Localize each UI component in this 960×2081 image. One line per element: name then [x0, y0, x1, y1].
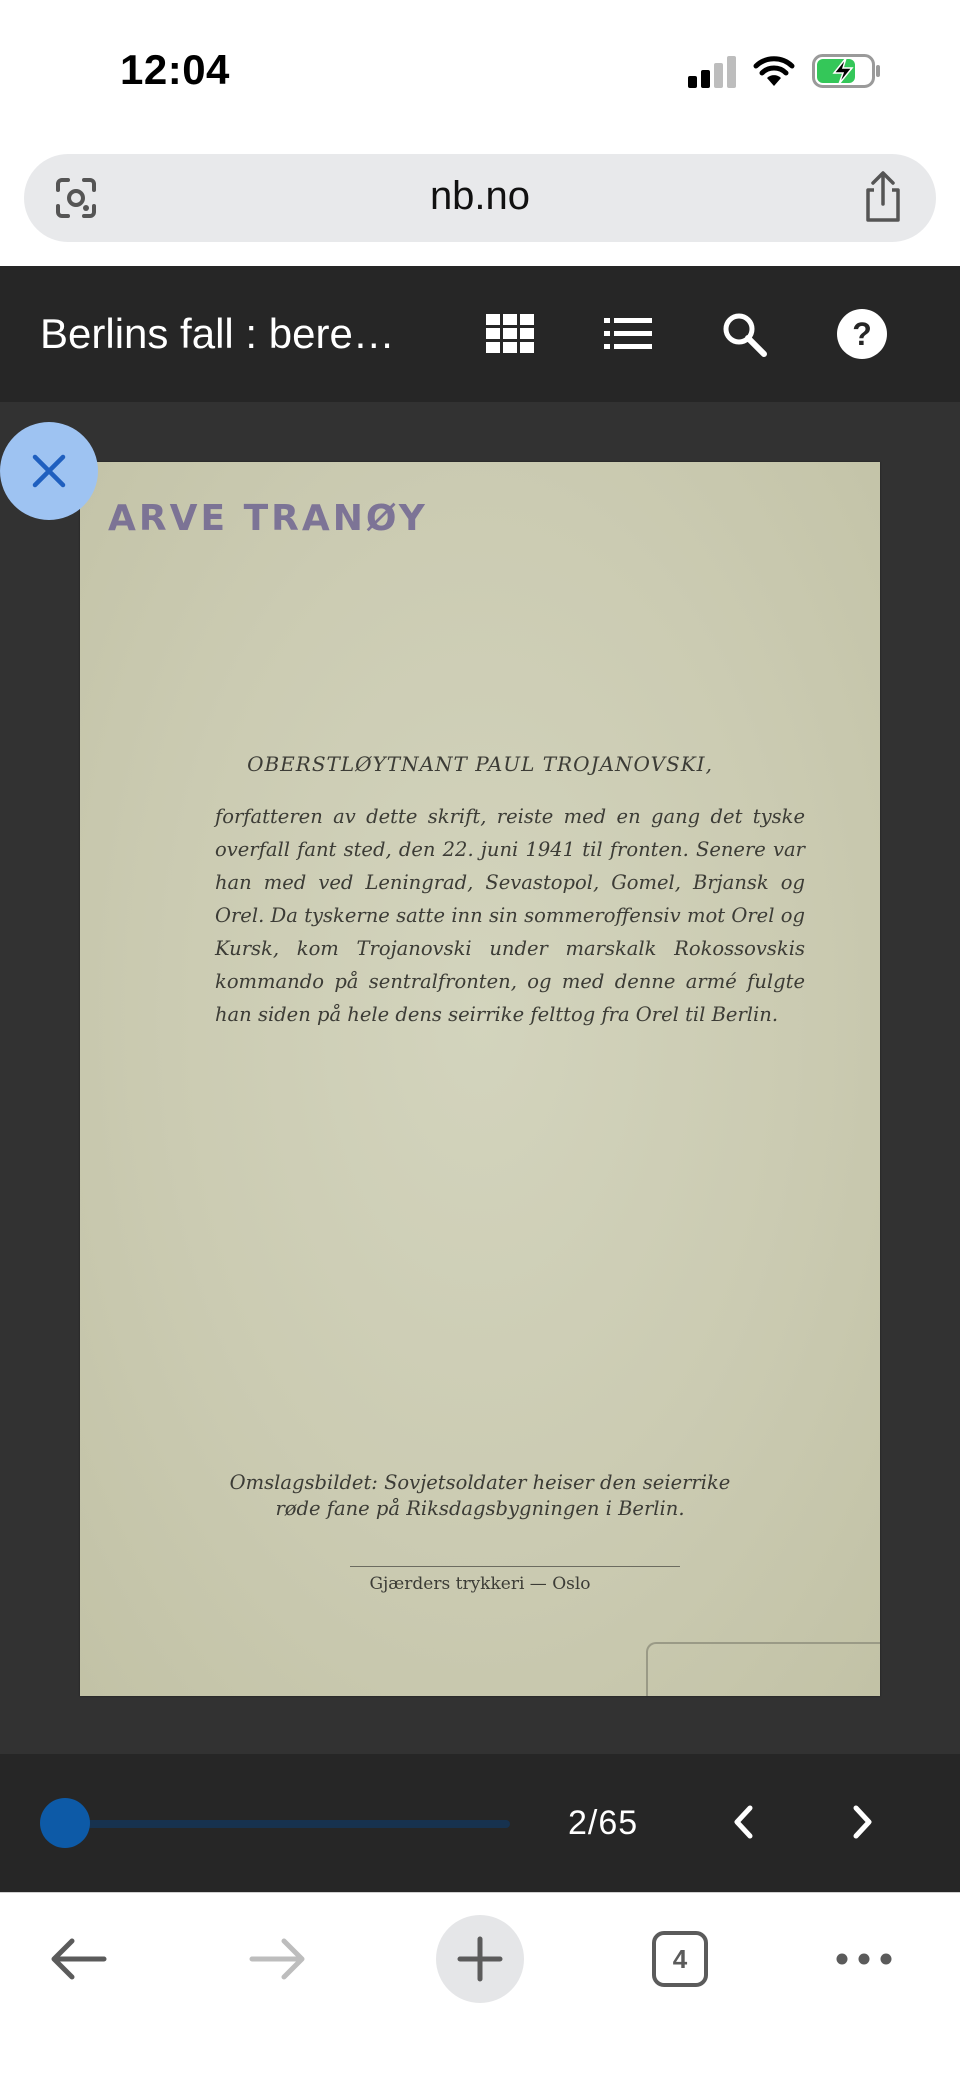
- document-title: Berlins fall : bere…: [40, 310, 395, 357]
- back-button[interactable]: [34, 1915, 122, 2003]
- viewer-header: [0, 266, 960, 402]
- address-bar[interactable]: [24, 154, 936, 242]
- cover-note: [80, 1470, 880, 1522]
- grid-view-button[interactable]: [478, 302, 542, 366]
- back-arrow-icon: [48, 1937, 108, 1981]
- list-view-icon: [604, 318, 652, 350]
- author-heading: OBERSTLØYTNANT PAUL TROJANOVSKI,: [247, 752, 713, 776]
- search-icon: [720, 310, 768, 358]
- status-time: 12:04: [120, 46, 230, 93]
- page-slider-handle[interactable]: [40, 1798, 90, 1848]
- cover-note-line: røde fane på Riksdagsbygningen i Berlin.: [275, 1497, 685, 1520]
- tabs-button[interactable]: [636, 1915, 724, 2003]
- url-text[interactable]: nb.no: [429, 174, 531, 218]
- list-view-button[interactable]: [596, 302, 660, 366]
- label-box: [646, 1642, 880, 1696]
- document-page[interactable]: [80, 462, 880, 1696]
- previous-page-button[interactable]: [716, 1794, 772, 1850]
- more-icon: [836, 1953, 892, 1965]
- help-button[interactable]: [830, 302, 894, 366]
- forward-arrow-icon: [248, 1937, 308, 1981]
- chevron-right-icon: [848, 1804, 876, 1840]
- divider: [350, 1566, 680, 1567]
- next-page-button[interactable]: [834, 1794, 890, 1850]
- svg-text:?: ?: [852, 316, 872, 352]
- battery-charging-icon: [812, 54, 882, 88]
- close-icon: [31, 453, 67, 489]
- close-button[interactable]: [0, 422, 98, 520]
- library-stamp: ARVE TRANØY: [108, 498, 428, 539]
- page-slider-track[interactable]: [64, 1820, 510, 1828]
- chevron-left-icon: [730, 1804, 758, 1840]
- cover-note-line: Omslagsbildet: Sovjetsoldater heiser den seierrike: [229, 1471, 731, 1494]
- new-tab-button[interactable]: [436, 1915, 524, 2003]
- wifi-icon: [752, 52, 796, 88]
- grid-view-icon: [486, 314, 534, 354]
- page-indicator: 2/65: [568, 1804, 639, 1842]
- plus-icon: [457, 1936, 503, 1982]
- tab-count-badge: 4: [652, 1931, 708, 1987]
- viewer-footer: [0, 1754, 960, 1892]
- cellular-signal-icon: [688, 56, 740, 88]
- author-bio-text: forfatteren av dette skrift, reiste med en gang det tyske overfall fant sted, den 22. juni 1941 til fronten. Senere var han med ved Leningrad, Sevastopol, Gomel, Brjansk og Orel. Da tyskerne satte inn sin sommeroffensiv mot Orel og Kursk, kom Trojanovski under marskalk Rokossovskis kommando på sentralfronten, og med denne armé fulgte han siden på hele dens seirrike felttog fra Orel til Berlin.: [215, 805, 805, 1026]
- browser-toolbar: [0, 1892, 960, 2081]
- status-bar: [0, 0, 960, 140]
- help-icon: [836, 308, 888, 360]
- search-button[interactable]: [712, 302, 776, 366]
- share-icon[interactable]: [860, 170, 906, 224]
- printer-credit: Gjærders trykkeri — Oslo: [369, 1574, 591, 1594]
- more-menu-button[interactable]: [820, 1915, 908, 2003]
- forward-button[interactable]: [234, 1915, 322, 2003]
